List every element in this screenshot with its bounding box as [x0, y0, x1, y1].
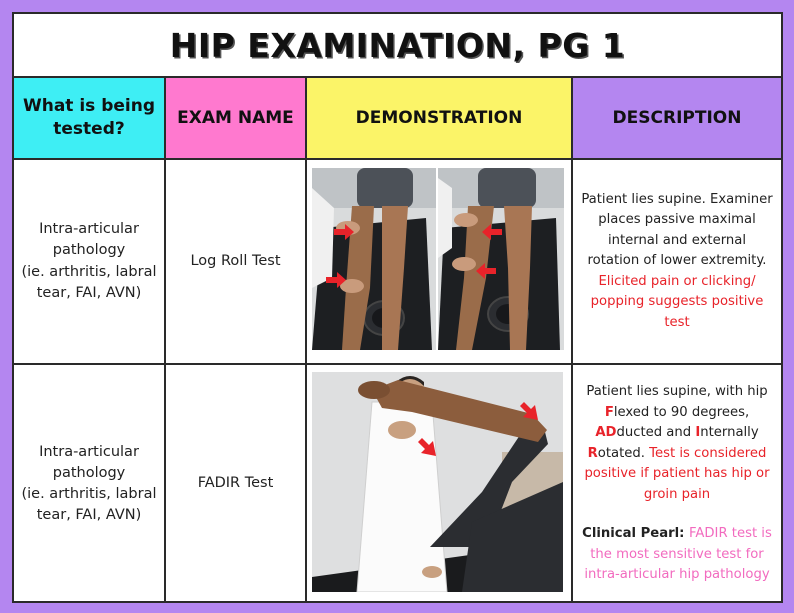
logroll-desc-line: popping suggests positive — [590, 294, 764, 310]
clinical-pearl-line: the most sensitive test for — [590, 546, 764, 562]
logroll-desc-line: Elicited pain or clicking/ — [598, 273, 756, 289]
log-roll-photo-right — [438, 168, 564, 350]
logroll-desc-line: places passive maximal — [598, 212, 756, 228]
header-exam-name: EXAM NAME — [166, 78, 307, 160]
clinical-pearl-label: Clinical Pearl: — [582, 526, 689, 542]
clinical-pearl-line: intra-articular hip pathology — [584, 567, 770, 583]
fadir-photo — [312, 372, 563, 592]
arrow-icon — [482, 224, 502, 240]
row2-tested-line: pathology — [52, 464, 126, 481]
fadir-desc-line — [582, 423, 772, 443]
log-roll-photo-left — [312, 168, 436, 350]
row1-exam-name: Log Roll Test — [166, 160, 307, 365]
logroll-desc-line: Patient lies supine. Examiner — [581, 191, 773, 207]
page-title: HIP EXAMINATION, PG 1 — [169, 25, 626, 65]
fadir-desc-line: groin pain — [643, 486, 711, 502]
row2-tested-line: (ie. arthritis, labral — [21, 486, 157, 502]
fadir-desc-text: lexed to 90 degrees, — [613, 404, 750, 420]
fadir-desc-text: otated. — [597, 445, 650, 461]
logroll-desc-line: test — [664, 314, 690, 330]
fadir-desc-red: Test is considered — [649, 445, 767, 461]
fadir-desc-text: nternally — [700, 425, 759, 441]
row1-tested-line: tear, FAI, AVN) — [36, 284, 142, 301]
row2-tested-line: Intra-articular — [39, 443, 139, 460]
fadir-letter-ad: AD — [595, 425, 617, 441]
arrow-icon — [518, 400, 540, 422]
fadir-desc-line — [582, 444, 772, 464]
row1-tested-line: Intra-articular — [39, 221, 139, 238]
row1-description — [573, 160, 781, 365]
row2-description-text — [574, 382, 780, 585]
fadir-desc-line: Patient lies supine, with hip — [586, 384, 768, 400]
row2-tested — [14, 365, 166, 603]
fadir-letter-f: F — [604, 404, 614, 420]
row2-tested-line: tear, FAI, AVN) — [36, 507, 142, 524]
fadir-desc-line — [582, 403, 772, 423]
header-tested: What is being tested? — [14, 78, 166, 160]
clinical-pearl-line — [582, 524, 772, 544]
row1-description-text — [573, 190, 780, 333]
arrow-icon — [476, 263, 496, 279]
arrow-icon — [334, 224, 354, 240]
clinical-pearl-text: FADIR test is — [689, 526, 772, 542]
exam-table — [14, 76, 781, 603]
header-description: DESCRIPTION — [573, 78, 781, 160]
arrow-icon — [416, 436, 438, 458]
header-demonstration: DEMONSTRATION — [307, 78, 573, 160]
row2-exam-name: FADIR Test — [166, 365, 307, 603]
arrow-icon — [326, 272, 346, 288]
fadir-letter-r: R — [587, 445, 598, 461]
fadir-desc-text: ducted and — [616, 425, 696, 441]
row1-demonstration — [307, 160, 573, 365]
row1-tested-line: (ie. arthritis, labral — [21, 263, 157, 280]
row1-tested-line: pathology — [52, 242, 126, 259]
fadir-letter-i: I — [695, 425, 701, 441]
row2-description — [573, 365, 781, 603]
logroll-desc-line: rotation of lower extremity. — [587, 253, 767, 269]
logroll-desc-line: internal and external — [607, 232, 747, 248]
fadir-desc-line: positive if patient has hip or — [584, 466, 770, 482]
row2-demonstration — [307, 365, 573, 603]
row1-tested — [14, 160, 166, 365]
exam-sheet — [12, 12, 783, 603]
